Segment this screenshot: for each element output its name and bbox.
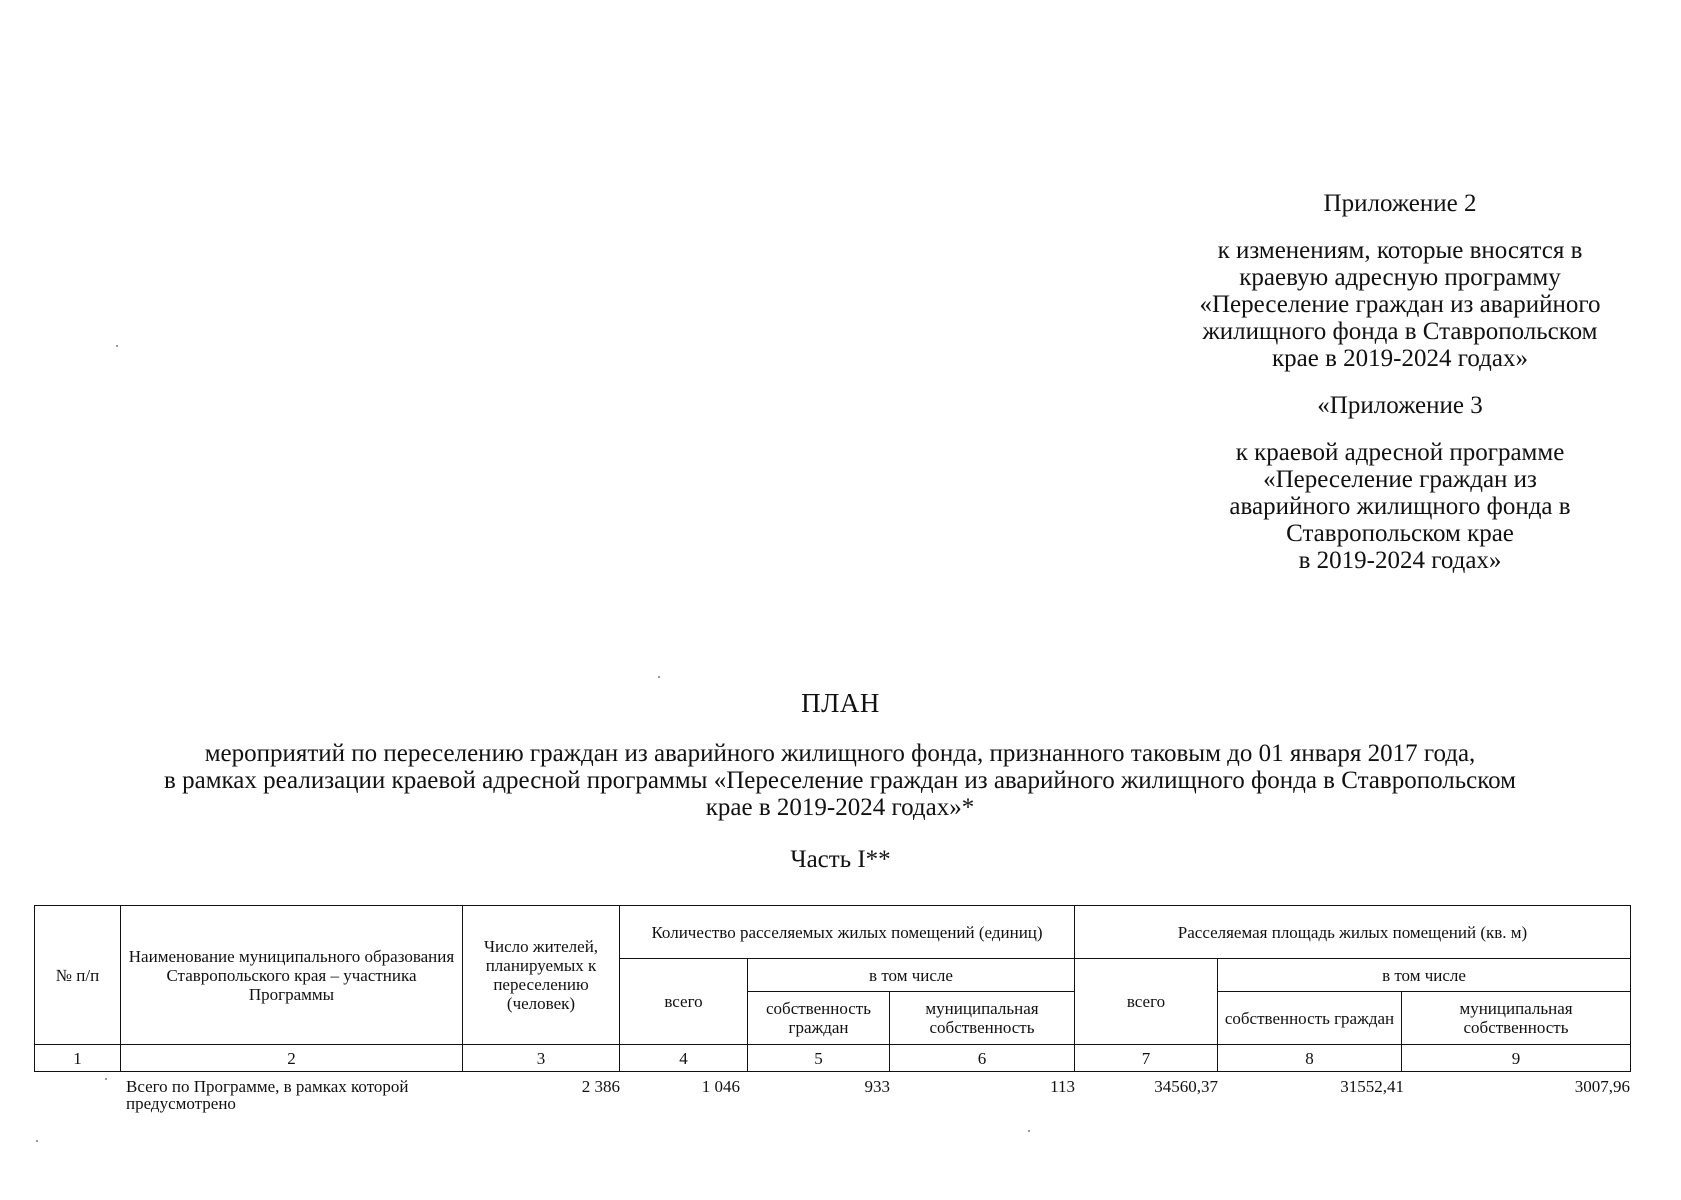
header-premises-including: в том числе	[748, 959, 1075, 992]
header-number: № п/п	[35, 906, 121, 1045]
header-residents: Число жителей, планируемых к переселению (человек)	[463, 906, 620, 1045]
scan-speck	[36, 1140, 38, 1142]
header-area-citizens: собственность граждан	[1218, 992, 1402, 1045]
header-area-including: в том числе	[1218, 959, 1631, 992]
plan-title: ПЛАН	[801, 688, 880, 718]
total-premises-citizens: 933	[864, 1077, 890, 1096]
header-area-total: всего	[1075, 959, 1218, 1045]
appendix-text-line: к краевой адресной программе	[1235, 439, 1565, 466]
appendix-text-line: Ставропольском крае	[1286, 520, 1514, 547]
total-area: 34560,37	[1154, 1077, 1218, 1096]
header-premises-municipal: муниципальная собственность	[890, 992, 1075, 1045]
appendix-subtitle: «Приложение 3	[1317, 392, 1483, 419]
column-number-row	[35, 1045, 1631, 1072]
appendix-text-line: краевую адресную программу	[1239, 264, 1561, 291]
appendix-text-line: в 2019-2024 годах»	[1298, 547, 1502, 574]
appendix-text-line: крае в 2019-2024 годах»	[1272, 345, 1528, 372]
header-premises-total: всего	[620, 959, 748, 1045]
header-municipality: Наименование муниципального образования Ставропольского края – участника Программы	[121, 906, 463, 1045]
plan-subtitle-line: крае в 2019-2024 годах»*	[705, 794, 975, 821]
appendix-text-line: к изменениям, которые вносятся в	[1217, 237, 1583, 264]
header-premises-group: Количество расселяемых жилых помещений (единиц)	[620, 906, 1075, 959]
column-number: 3	[463, 1045, 620, 1072]
column-number: 8	[1218, 1045, 1402, 1072]
appendix-header	[1150, 190, 1650, 574]
total-area-citizens: 31552,41	[1340, 1077, 1404, 1096]
header-premises-citizens: собственность граждан	[748, 992, 890, 1045]
total-row-label: Всего по Программе, в рамках которой предусмотрено	[126, 1077, 409, 1113]
total-residents: 2 386	[581, 1077, 620, 1096]
total-area-municipal: 3007,96	[1574, 1077, 1630, 1096]
total-premises: 1 046	[701, 1077, 740, 1096]
part-title: Часть I**	[790, 846, 891, 873]
appendix-text-line: «Переселение граждан из	[1263, 466, 1537, 493]
column-number: 2	[121, 1045, 463, 1072]
scan-speck	[658, 676, 660, 678]
plan-table	[34, 905, 1631, 1072]
scan-speck	[105, 1078, 107, 1080]
column-number: 5	[748, 1045, 890, 1072]
header-area-municipal: муниципальная собственность	[1402, 992, 1631, 1045]
appendix-title: Приложение 2	[1323, 190, 1477, 217]
column-number: 1	[35, 1045, 121, 1072]
appendix-text-line: «Переселение граждан из аварийного	[1199, 291, 1601, 318]
total-row	[0, 1078, 1681, 1118]
column-number: 4	[620, 1045, 748, 1072]
column-number: 7	[1075, 1045, 1218, 1072]
appendix-text-line: аварийного жилищного фонда в	[1229, 493, 1571, 520]
appendix-text-line: жилищного фонда в Ставропольском	[1202, 318, 1598, 345]
plan-subtitle-line: в рамках реализации краевой адресной программы «Переселение граждан из аварийного жилищного фонда в Ставропольском	[164, 767, 1516, 794]
scan-speck	[1028, 1130, 1030, 1132]
plan-subtitle	[60, 740, 1620, 821]
plan-subtitle-line: мероприятий по переселению граждан из аварийного жилищного фонда, признанного таковым до 01 января 2017 года,	[204, 740, 1476, 767]
scan-speck	[116, 345, 118, 347]
total-premises-municipal: 113	[1050, 1077, 1075, 1096]
header-area-group: Расселяемая площадь жилых помещений (кв. м)	[1075, 906, 1631, 959]
column-number: 9	[1402, 1045, 1631, 1072]
column-number: 6	[890, 1045, 1075, 1072]
